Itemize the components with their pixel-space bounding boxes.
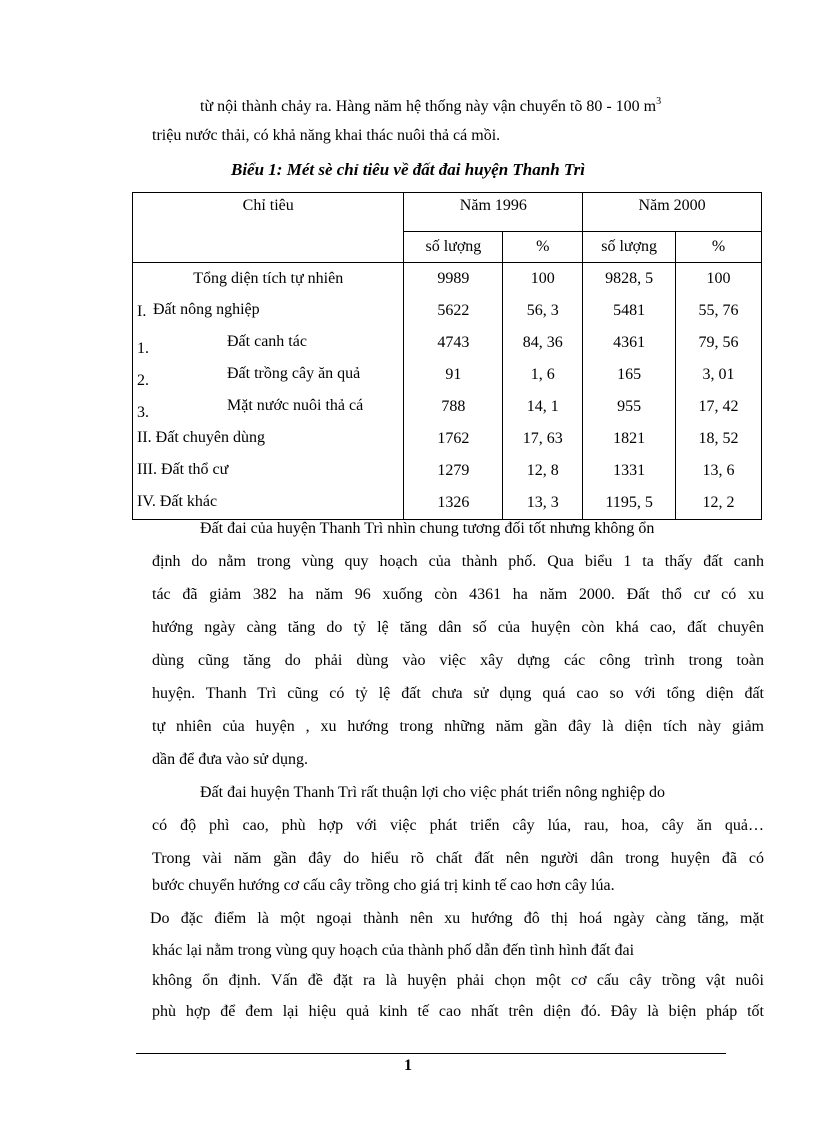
para3-line: không ổn định. Vấn đề đặt ra là huyện phải chọn một cơ cấu cây trồng vật nuôi — [152, 972, 764, 989]
table-row — [133, 487, 762, 520]
superscript-exponent: 3 — [656, 96, 662, 107]
row-label: Đất trồng cây ăn quả — [227, 365, 361, 382]
header-percent-1996: % — [503, 232, 583, 263]
cell-percent-1996: 14, 1 — [503, 391, 583, 423]
cell-quantity-1996: 9989 — [404, 263, 503, 296]
para2-line: bước chuyển hướng cơ cấu cây trồng cho giá trị kinh tế cao hơn cây lúa. — [152, 877, 615, 894]
para1-line: dùng cũng tăng do phải dùng vào việc xây dựng các công trình trong toàn — [152, 652, 764, 669]
cell-percent-2000: 79, 56 — [676, 327, 762, 359]
cell-percent-1996: 1, 6 — [503, 359, 583, 391]
page-number: 1 — [404, 1057, 412, 1074]
cell-quantity-2000: 1195, 5 — [583, 487, 676, 520]
cell-quantity-2000: 165 — [583, 359, 676, 391]
cell-quantity-1996: 788 — [404, 391, 503, 423]
para3-line: Do đặc điểm là một ngoại thành nên xu hướng đô thị hoá ngày càng tăng, mặt — [150, 910, 764, 927]
cell-percent-2000: 13, 6 — [676, 455, 762, 487]
cell-percent-1996: 100 — [503, 263, 583, 296]
para1-line: tác đã giảm 382 ha năm 96 xuống còn 4361 ha năm 2000. Đất thổ cư có xu — [152, 586, 764, 603]
cell-quantity-1996: 4743 — [404, 327, 503, 359]
intro-line-1: từ nội thành chảy ra. Hàng năm hệ thống này vận chuyển tõ 80 - 100 $m^3$ — [200, 96, 662, 115]
cell-percent-2000: 55, 76 — [676, 295, 762, 327]
header-quantity-2000: số lượng — [583, 232, 676, 263]
row-label: III. Đất thổ cư — [137, 461, 229, 478]
table-caption: Biểu 1: Mét sè chỉ tiêu về đất đai huyện Thanh Trì — [230, 160, 586, 179]
cell-percent-1996: 17, 63 — [503, 423, 583, 455]
header-year-1996: Năm 1996 — [404, 193, 583, 232]
row-label: Tổng diện tích tự nhiên — [193, 270, 344, 287]
row-label: IV. Đất khác — [137, 493, 218, 510]
para1-line: huyện. Thanh Trì cũng có tỷ lệ đất chưa sử dụng quá cao so với tổng diện đất — [152, 685, 764, 702]
cell-quantity-1996: 5622 — [404, 295, 503, 327]
header-percent-2000: % — [676, 232, 762, 263]
para1-line: dần để đưa vào sử dụng. — [152, 751, 308, 768]
cell-quantity-2000: 1821 — [583, 423, 676, 455]
para2-line: Đất đai huyện Thanh Trì rất thuận lợi cho việc phát triển nông nghiệp do — [200, 784, 665, 801]
table-row — [133, 359, 762, 391]
cell-percent-2000: 3, 01 — [676, 359, 762, 391]
cell-quantity-2000: 4361 — [583, 327, 676, 359]
para3-line: khác lại nằm trong vùng quy hoạch của thành phố dẫn đến tình hình đất đai — [152, 942, 635, 959]
row-prefix: 2. — [137, 372, 149, 389]
para1-line: định do nằm trong vùng quy hoạch của thành phố. Qua biểu 1 ta thấy đất canh — [152, 553, 764, 570]
row-label: Đất nông nghiệp — [153, 301, 260, 318]
row-label: Đất canh tác — [227, 333, 307, 350]
row-prefix: 1. — [137, 340, 149, 357]
cell-percent-2000: 12, 2 — [676, 487, 762, 520]
table-row — [133, 455, 762, 487]
table-row — [133, 295, 762, 327]
header-quantity-1996: số lượng — [404, 232, 503, 263]
table-row — [133, 327, 762, 359]
cell-quantity-2000: 9828, 5 — [583, 263, 676, 296]
para2-line: Trong vài năm gần đây do hiểu rõ chất đất nên người dân trong huyện đã có — [152, 850, 764, 867]
cell-percent-2000: 17, 42 — [676, 391, 762, 423]
cell-percent-1996: 13, 3 — [503, 487, 583, 520]
para2-line: có độ phì cao, phù hợp với việc phát triển cây lúa, rau, hoa, cây ăn quả… — [152, 817, 764, 834]
cell-quantity-2000: 1331 — [583, 455, 676, 487]
cell-quantity-1996: 1762 — [404, 423, 503, 455]
row-label: Mặt nước nuôi thả cá — [227, 397, 364, 414]
cell-quantity-1996: 1279 — [404, 455, 503, 487]
para3-line: phù hợp để đem lại hiệu quả kinh tế cao nhất trên diện đó. Đây là biện pháp tốt — [152, 1003, 764, 1020]
row-label: II. Đất chuyên dùng — [137, 429, 265, 446]
cell-percent-1996: 84, 36 — [503, 327, 583, 359]
row-prefix: 3. — [137, 404, 149, 421]
land-statistics-table — [132, 192, 762, 520]
para1-line: Đất đai của huyện Thanh Trì nhìn chung tương đối tốt nhưng không ổn — [200, 520, 655, 537]
cell-percent-1996: 12, 8 — [503, 455, 583, 487]
table-row — [133, 263, 762, 296]
para1-line: tự nhiên của huyện , xu hướng trong những năm gần đây là diện tích này giảm — [152, 718, 764, 735]
para1-line: hướng ngày càng tăng do tỷ lệ tăng dân số của huyện còn khá cao, đất chuyên — [152, 619, 764, 636]
header-year-2000: Năm 2000 — [583, 193, 762, 232]
cell-quantity-2000: 955 — [583, 391, 676, 423]
cell-quantity-1996: 1326 — [404, 487, 503, 520]
table-row — [133, 391, 762, 423]
header-indicator: Chỉ tiêu — [133, 193, 404, 263]
row-prefix: I. — [137, 303, 147, 320]
cell-percent-1996: 56, 3 — [503, 295, 583, 327]
cell-quantity-1996: 91 — [404, 359, 503, 391]
cell-percent-2000: 18, 52 — [676, 423, 762, 455]
table-row — [133, 423, 762, 455]
footer-divider — [136, 1053, 726, 1054]
cell-quantity-2000: 5481 — [583, 295, 676, 327]
intro-line-2: triệu nước thải, có khả năng khai thác nuôi thả cá mồi. — [152, 127, 501, 144]
cell-percent-2000: 100 — [676, 263, 762, 296]
